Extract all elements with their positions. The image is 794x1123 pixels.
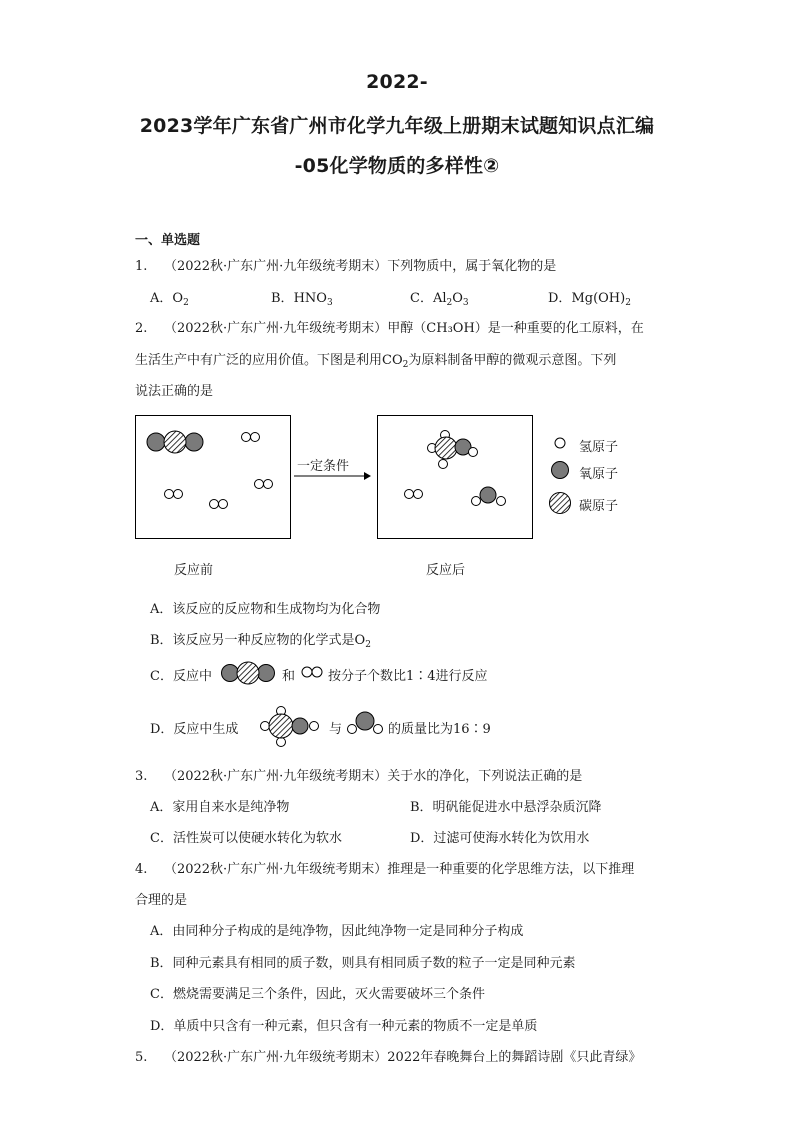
question-number: 3.	[135, 769, 148, 784]
q1-option-d: D．$Mg(OH)_2$	[548, 291, 631, 308]
question-stem-line-1: （2022秋·广东广州·九年级统考期末）推理是一种重要的化学思维方法，以下推理	[163, 862, 635, 877]
legend-oxygen: 氧原子	[579, 467, 619, 482]
question-4-line-2: 合理的是	[135, 893, 188, 908]
question-stem: （2022秋·广东广州·九年级统考期末）2022年春晚舞台上的舞蹈诗剧《只此青绿》	[163, 1050, 642, 1065]
before-molecules	[135, 415, 291, 539]
h2-molecule	[405, 490, 423, 499]
arrow-label: 一定条件	[297, 459, 350, 474]
co2-molecule	[147, 431, 203, 453]
caption-after: 反应后	[426, 563, 466, 578]
q2-option-c-b: 和	[282, 669, 296, 684]
q2-option-c-a: C．反应中	[150, 669, 212, 684]
q2-option-a: A．该反应的反应物和生成物均为化合物	[150, 602, 381, 617]
methanol-molecule-icon	[256, 705, 326, 749]
water-molecule	[472, 487, 506, 506]
question-2-line-2: 生活生产中有广泛的应用价值。下图是利用$CO_2$为原料制备甲醇的微观示意图。下列	[135, 353, 617, 370]
oxygen-atom-icon	[552, 462, 569, 479]
h2-molecule	[255, 480, 273, 489]
h2-molecule-icon	[300, 664, 326, 680]
reaction-arrow-icon	[292, 470, 372, 482]
q4-option-b: B．同种元素具有相同的质子数，则具有相同质子数的粒子一定是同种元素	[150, 956, 576, 971]
q2-option-c-c: 按分子个数比1∶4进行反应	[328, 669, 488, 684]
legend-carbon: 碳原子	[579, 499, 619, 514]
methanol-molecule	[428, 431, 478, 469]
question-number: 1.	[135, 259, 148, 274]
q3-option-c: C．活性炭可以使硬水转化为软水	[150, 831, 342, 846]
question-number: 4.	[135, 862, 148, 877]
q3-option-a: A．家用自来水是纯净物	[150, 800, 290, 815]
legend-icons	[545, 433, 575, 518]
q4-option-d: D．单质中只含有一种元素，但只含有一种元素的物质不一定是单质	[150, 1019, 538, 1034]
question-stem-line-1: （2022秋·广东广州·九年级统考期末）甲醇（CH₃OH）是一种重要的化工原料，在	[163, 321, 644, 336]
q2-option-b: B．该反应另一种反应物的化学式是$O_2$	[150, 633, 371, 650]
question-number: 5.	[135, 1050, 148, 1065]
legend-hydrogen: 氢原子	[579, 440, 619, 455]
q3-option-b: B．明矾能促进水中悬浮杂质沉降	[410, 800, 602, 815]
q2-option-d-a: D．反应中生成	[150, 722, 239, 737]
q1-option-b: B．$HNO_3$	[271, 291, 333, 308]
q3-option-d: D．过滤可使海水转化为饮用水	[410, 831, 590, 846]
h2-molecule	[165, 490, 183, 499]
question-4	[135, 858, 634, 877]
caption-before: 反应前	[174, 563, 214, 578]
h2-molecule	[242, 433, 260, 442]
question-stem: （2022秋·广东广州·九年级统考期末）关于水的净化，下列说法正确的是	[163, 769, 583, 784]
question-5	[135, 1046, 641, 1065]
question-2	[135, 317, 644, 336]
question-stem: （2022秋·广东广州·九年级统考期末）下列物质中，属于氧化物的是	[163, 259, 557, 274]
q2-option-d-c: 的质量比为16∶9	[388, 722, 491, 737]
q1-option-a: A．$O_2$	[150, 291, 189, 308]
title-line-3: -05化学物质的多样性②	[294, 155, 500, 177]
title-line-2: 2023学年广东省广州市化学九年级上册期末试题知识点汇编	[139, 115, 655, 137]
q4-option-a: A．由同种分子构成的是纯净物，因此纯净物一定是同种分子构成	[150, 924, 524, 939]
co2-molecule-icon	[221, 660, 281, 686]
q2-option-d-b: 与	[329, 722, 343, 737]
question-number: 2.	[135, 321, 148, 336]
question-3	[135, 765, 582, 784]
carbon-atom-icon	[550, 493, 571, 514]
title-line-1: 2022-	[366, 71, 428, 93]
section-heading: 一、单选题	[135, 233, 201, 248]
question-1	[135, 255, 556, 274]
water-molecule-icon	[346, 710, 386, 738]
q4-option-c: C．燃烧需要满足三个条件，因此，灭火需要破坏三个条件	[150, 987, 485, 1002]
h2-molecule	[210, 500, 228, 509]
q1-option-c: C．$Al_2O_3$	[410, 291, 469, 308]
question-2-line-3: 说法正确的是	[135, 384, 214, 399]
after-molecules	[377, 415, 533, 539]
hydrogen-atom-icon	[555, 438, 565, 448]
